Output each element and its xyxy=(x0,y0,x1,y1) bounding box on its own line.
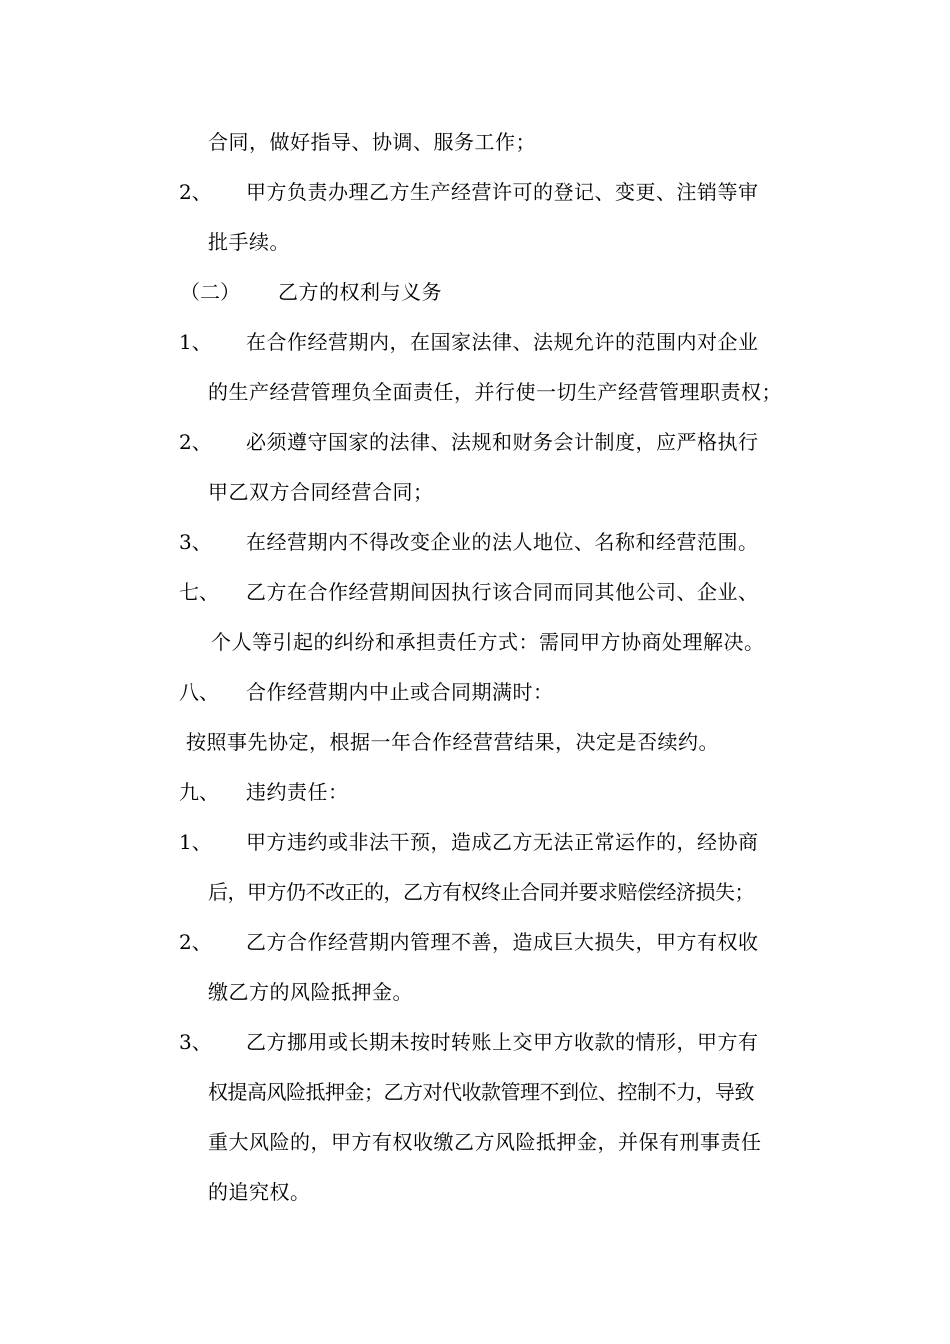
s2-item3-number: 3、 xyxy=(179,530,212,554)
a9-item1-line1: 甲方违约或非法干预，造成乙方无法正常运作的，经协商 xyxy=(246,830,759,854)
a9-item3-line3: 重大风险的，甲方有权收缴乙方风险抵押金，并保有刑事责任 xyxy=(208,1130,762,1154)
s2-item2-number: 2、 xyxy=(179,430,212,454)
article7-line2: 个人等引起的纠纷和承担责任方式：需同甲方协商处理解决。 xyxy=(211,630,765,654)
a9-item3-number: 3、 xyxy=(179,1030,212,1054)
article8-line1: 合作经营期内中止或合同期满时： xyxy=(246,680,554,704)
a9-item3-line4: 的追究权。 xyxy=(208,1180,311,1204)
s2-item1-line1: 在合作经营期内，在国家法律、法规允许的范围内对企业 xyxy=(246,330,759,354)
article8-number: 八、 xyxy=(179,680,219,704)
a9-item1-number: 1、 xyxy=(179,830,212,854)
article7-line1: 乙方在合作经营期间因执行该合同而同其他公司、企业、 xyxy=(246,580,759,604)
section2-title: 乙方的权利与义务 xyxy=(278,280,442,304)
a9-item1-line2: 后，甲方仍不改正的，乙方有权终止合同并要求赔偿经济损失； xyxy=(208,880,754,904)
p2-line2: 批手续。 xyxy=(208,230,290,254)
s2-item3-line1: 在经营期内不得改变企业的法人地位、名称和经营范围。 xyxy=(246,530,759,554)
a9-item2-number: 2、 xyxy=(179,930,212,954)
article7-number: 七、 xyxy=(179,580,219,604)
p2-number: 2、 xyxy=(179,180,212,204)
article9-title: 违约责任： xyxy=(246,780,349,804)
s2-item1-number: 1、 xyxy=(179,330,212,354)
article9-number: 九、 xyxy=(179,780,219,804)
a9-item2-line2: 缴乙方的风险抵押金。 xyxy=(208,980,413,1004)
s2-item2-line2: 甲乙双方合同经营合同； xyxy=(208,480,434,504)
a9-item3-line1: 乙方挪用或长期未按时转账上交甲方收款的情形，甲方有 xyxy=(246,1030,759,1054)
a9-item2-line1: 乙方合作经营期内管理不善，造成巨大损失，甲方有权收 xyxy=(246,930,759,954)
section2-number: （二） xyxy=(180,280,240,304)
s2-item1-line2: 的生产经营管理负全面责任，并行使一切生产经营管理职责权； xyxy=(208,380,782,404)
p2-line1: 甲方负责办理乙方生产经营许可的登记、变更、注销等审 xyxy=(246,180,759,204)
article8-body: 按照事先协定，根据一年合作经营营结果，决定是否续约。 xyxy=(186,730,719,754)
a9-item3-line2: 权提高风险抵押金；乙方对代收款管理不到位、控制不力，导致 xyxy=(208,1080,754,1104)
p1-continuation: 合同，做好指导、协调、服务工作； xyxy=(208,130,536,154)
s2-item2-line1: 必须遵守国家的法律、法规和财务会计制度，应严格执行 xyxy=(246,430,759,454)
